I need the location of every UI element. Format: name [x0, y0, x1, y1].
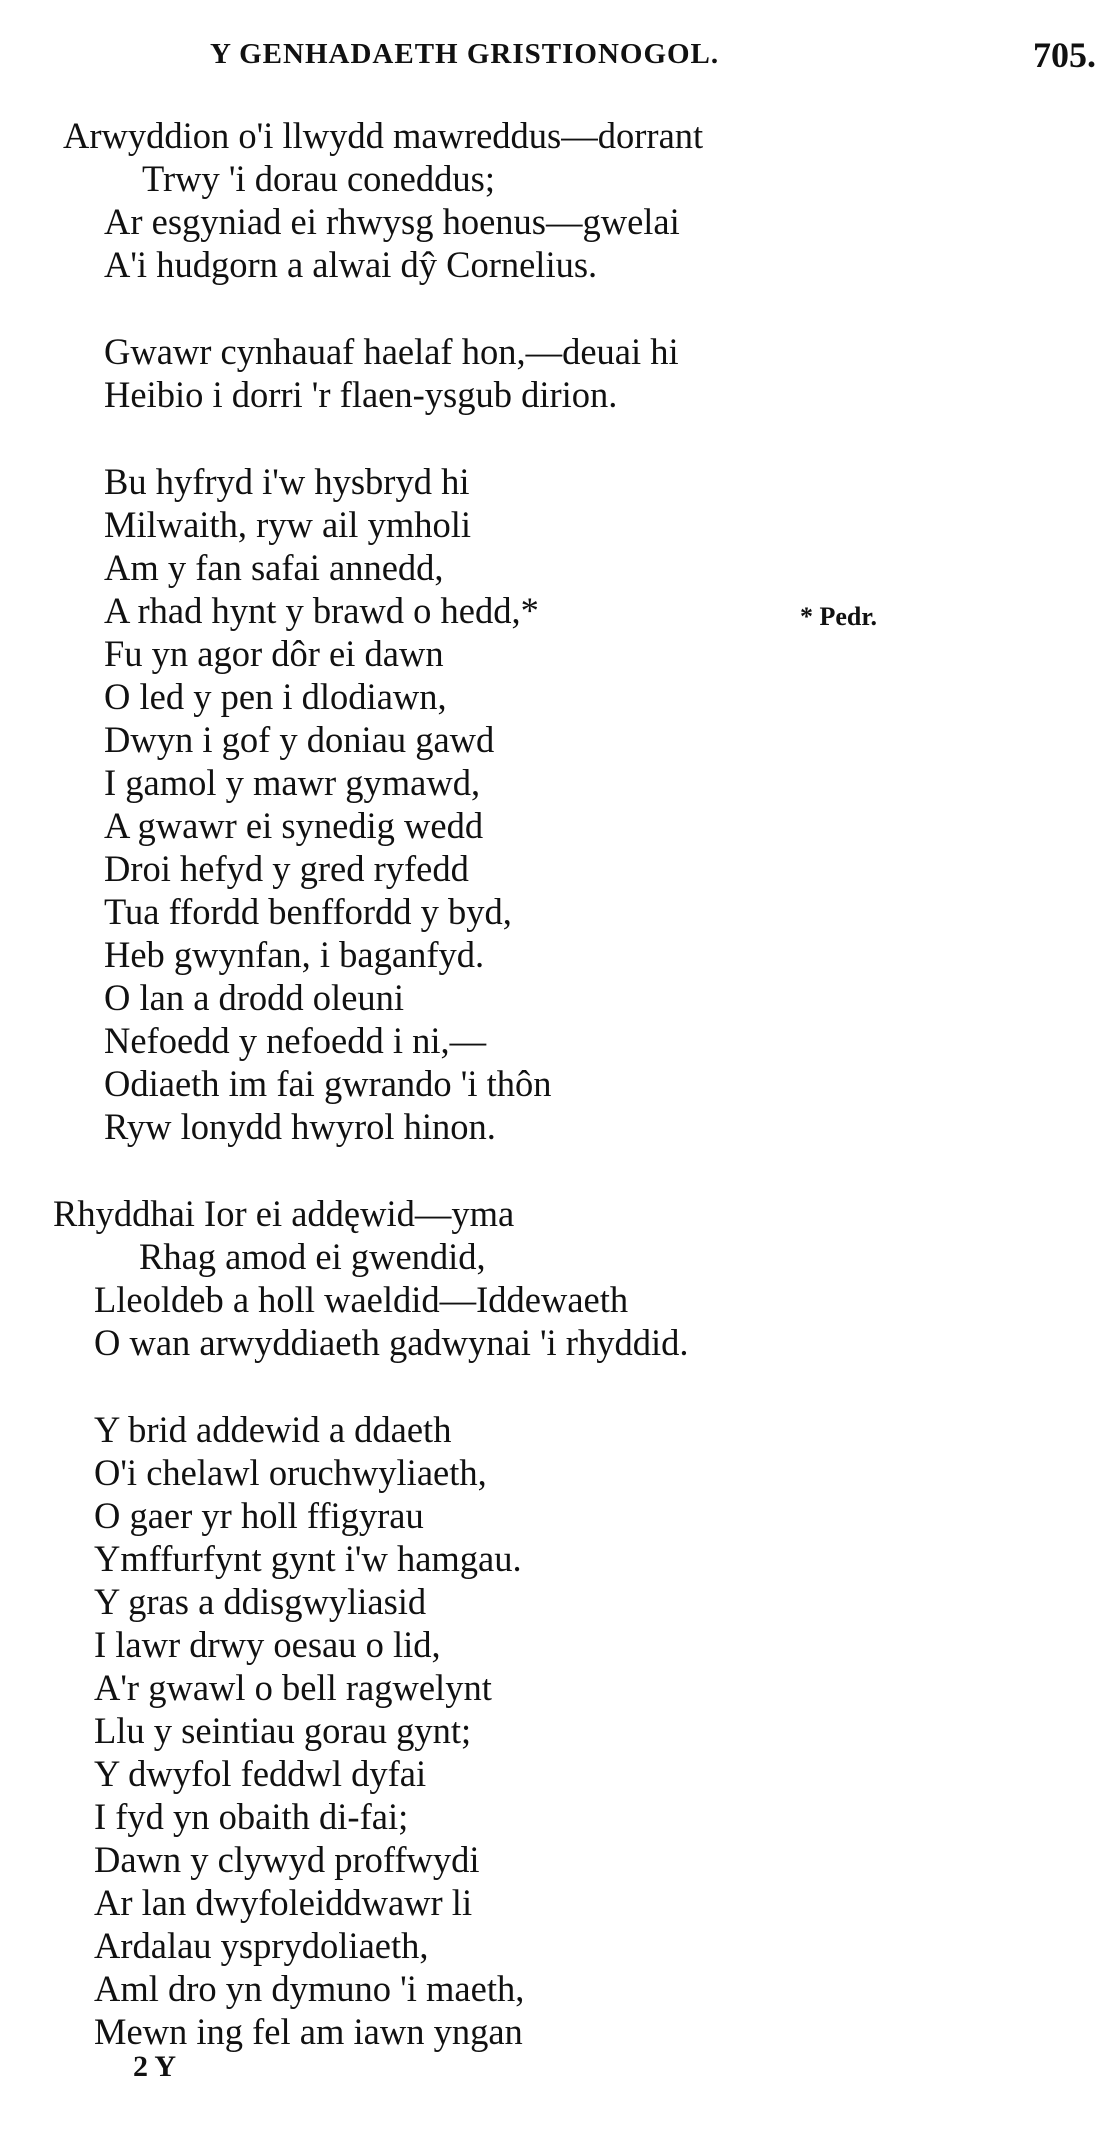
verse-line: Dwyn i gof y doniau gawd — [104, 719, 495, 760]
running-title: Y GENHADAETH GRISTIONOGOL. — [210, 38, 720, 70]
verse-line: Y brid addewid a ddaeth — [94, 1409, 452, 1450]
verse-line: Y dwyfol feddwl dyfai — [94, 1753, 427, 1794]
verse-line: Heibio i dorri 'r flaen-ysgub dirion. — [104, 374, 618, 415]
verse-line: Odiaeth im fai gwrando 'i thôn — [104, 1063, 552, 1104]
verse-line: Aml dro yn dymuno 'i maeth, — [94, 1968, 525, 2009]
verse-line: Mewn ing fel am iawn yngan — [94, 2011, 523, 2052]
verse-line: Milwaith, ryw ail ymholi — [104, 504, 471, 545]
verse-line: O'i chelawl oruchwyliaeth, — [94, 1452, 487, 1493]
verse-line: Am y fan safai annedd, — [104, 547, 444, 588]
verse-line: Gwawr cynhauaf haelaf hon,—deuai hi — [104, 331, 679, 372]
verse-line: I lawr drwy oesau o lid, — [94, 1624, 441, 1665]
verse-line: O led y pen i dlodiawn, — [104, 676, 447, 717]
verse-line: Ryw lonydd hwyrol hinon. — [104, 1106, 496, 1147]
verse-line: Ar lan dwyfoleiddwawr li — [94, 1882, 473, 1923]
verse-line: Lleoldeb a holl waeldid—Iddewaeth — [94, 1279, 629, 1320]
verse-line: I gamol y mawr gymawd, — [104, 762, 481, 803]
verse-line: Tua ffordd benffordd y byd, — [104, 891, 512, 932]
verse-line: A'r gwawl o bell ragwelynt — [94, 1667, 492, 1708]
verse-line: Arwyddion o'i llwydd mawreddus—dorrant — [63, 115, 704, 156]
footnote: * Pedr. — [800, 602, 878, 631]
verse-line: Dawn y clywyd proffwydi — [94, 1839, 480, 1880]
verse-line: Nefoedd y nefoedd i ni,— — [104, 1020, 487, 1061]
verse-line: A rhad hynt y brawd o hedd,* — [104, 590, 539, 631]
verse-line: Ar esgyniad ei rhwysg hoenus—gwelai — [104, 201, 680, 242]
verse-line: I fyd yn obaith di-fai; — [94, 1796, 409, 1837]
verse-line: Droi hefyd y gred ryfedd — [104, 848, 469, 889]
verse-line: O wan arwyddiaeth gadwynai 'i rhyddid. — [94, 1322, 689, 1363]
verse-line: A'i hudgorn a alwai dŷ Cornelius. — [104, 244, 598, 285]
verse-line: Bu hyfryd i'w hysbryd hi — [104, 461, 470, 502]
signature-mark: 2 Y — [133, 2050, 177, 2083]
verse-line: Llu y seintiau gorau gynt; — [94, 1710, 472, 1751]
verse-line: O lan a drodd oleuni — [104, 977, 405, 1018]
page-number: 705. — [1033, 35, 1096, 75]
verse-line: Rhyddhai Ior ei addęwid—yma — [53, 1193, 515, 1234]
verse-line: Rhag amod ei gwendid, — [139, 1236, 486, 1277]
verse-line: Ardalau ysprydoliaeth, — [94, 1925, 429, 1966]
verse-line: Heb gwynfan, i baganfyd. — [104, 934, 485, 975]
verse-line: Y gras a ddisgwyliasid — [94, 1581, 427, 1622]
verse-line: Ymffurfynt gynt i'w hamgau. — [94, 1538, 522, 1579]
verse-line: Fu yn agor dôr ei dawn — [104, 633, 444, 674]
verse-line: O gaer yr holl ffigyrau — [94, 1495, 424, 1536]
verse-line: Trwy 'i dorau coneddus; — [142, 158, 495, 199]
running-head — [0, 34, 1104, 74]
verse-line: A gwawr ei synedig wedd — [104, 805, 484, 846]
